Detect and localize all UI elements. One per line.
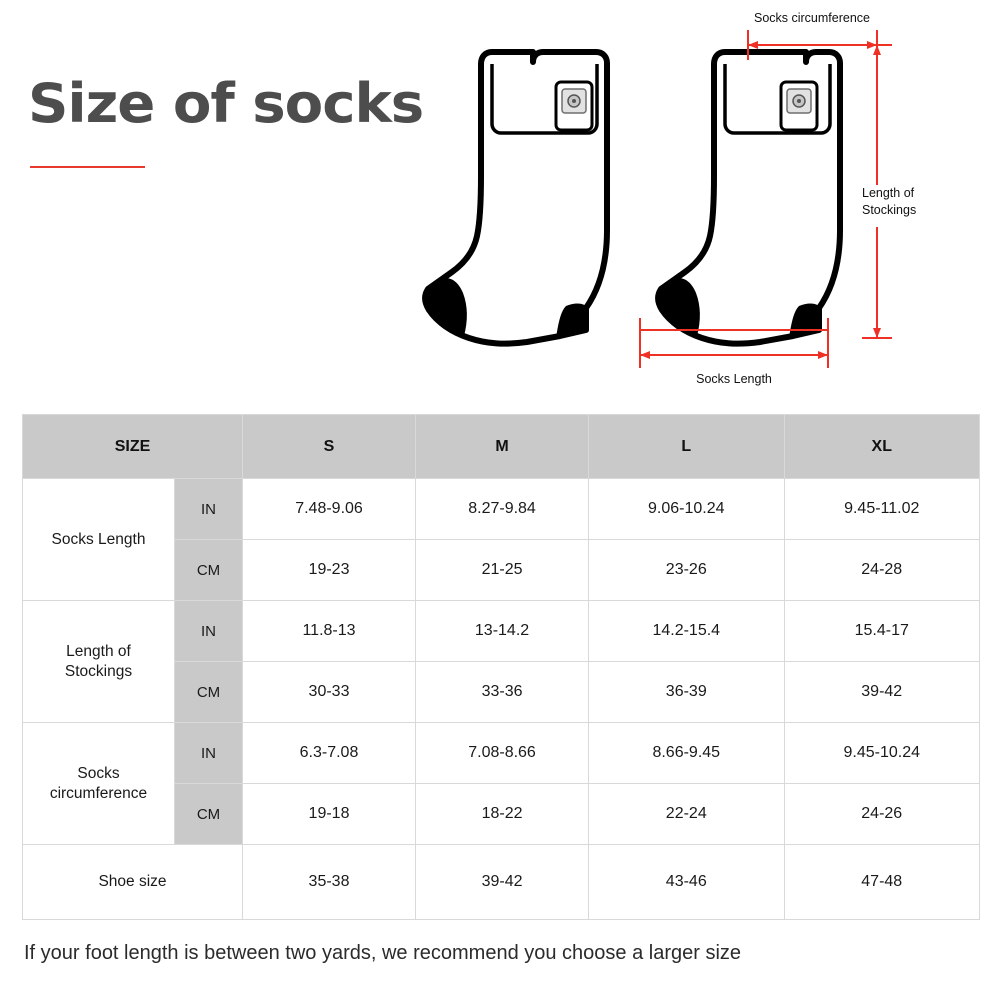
power-button-dot-icon — [797, 99, 801, 103]
unit-in: IN — [175, 723, 243, 784]
table-header-s: S — [243, 415, 416, 479]
table-header-xl: XL — [784, 415, 980, 479]
row-label-socks-circumference — [23, 723, 175, 845]
cell-circumference-in-m: 7.08-8.66 — [416, 723, 589, 784]
cell-shoe-size-xl: 47-48 — [784, 845, 980, 920]
cell-circumference-cm-xl: 24-26 — [784, 784, 980, 845]
page-title: Size of socks — [28, 72, 424, 135]
table-row — [23, 479, 980, 540]
cell-stockings-cm-l: 36-39 — [589, 662, 784, 723]
cell-socks-length-in-l: 9.06-10.24 — [589, 479, 784, 540]
cell-circumference-in-xl: 9.45-10.24 — [784, 723, 980, 784]
cell-socks-length-in-xl: 9.45-11.02 — [784, 479, 980, 540]
power-button-dot-icon — [572, 99, 576, 103]
table-row — [23, 845, 980, 920]
cell-socks-length-cm-xl: 24-28 — [784, 540, 980, 601]
socks-illustration — [0, 0, 1000, 410]
unit-cm: CM — [175, 540, 243, 601]
cell-circumference-in-l: 8.66-9.45 — [589, 723, 784, 784]
cell-shoe-size-l: 43-46 — [589, 845, 784, 920]
cell-circumference-cm-s: 19-18 — [243, 784, 416, 845]
dimension-length-of-stockings — [857, 45, 916, 338]
cell-stockings-cm-s: 30-33 — [243, 662, 416, 723]
sock-right — [658, 52, 840, 344]
cell-circumference-cm-m: 18-22 — [416, 784, 589, 845]
size-table — [22, 414, 980, 920]
cell-shoe-size-m: 39-42 — [416, 845, 589, 920]
table-header-size: SIZE — [23, 415, 243, 479]
cell-stockings-in-m: 13-14.2 — [416, 601, 589, 662]
row-label-line1: Length of — [66, 643, 131, 661]
unit-in: IN — [175, 601, 243, 662]
cell-stockings-in-xl: 15.4-17 — [784, 601, 980, 662]
sock-left — [425, 52, 607, 344]
row-label-socks-length: Socks Length — [23, 479, 175, 601]
label-length-of-stockings-line2: Stockings — [862, 203, 917, 217]
label-length-of-stockings-line1: Length of — [862, 186, 915, 200]
label-socks-length: Socks Length — [696, 372, 772, 386]
row-label-line1: Socks — [77, 765, 120, 783]
cell-stockings-in-s: 11.8-13 — [243, 601, 416, 662]
row-label-length-of-stockings — [23, 601, 175, 723]
cell-socks-length-in-s: 7.48-9.06 — [243, 479, 416, 540]
label-socks-circumference: Socks circumference — [753, 11, 871, 25]
cell-socks-length-cm-s: 19-23 — [243, 540, 416, 601]
cell-circumference-in-s: 6.3-7.08 — [243, 723, 416, 784]
row-label-line2: circumference — [49, 784, 148, 802]
table-header-l: L — [589, 415, 784, 479]
cell-stockings-in-l: 14.2-15.4 — [589, 601, 784, 662]
unit-in: IN — [175, 479, 243, 540]
cell-socks-length-cm-l: 23-26 — [589, 540, 784, 601]
cell-circumference-cm-l: 22-24 — [589, 784, 784, 845]
table-header-m: M — [416, 415, 589, 479]
unit-cm: CM — [175, 784, 243, 845]
cell-shoe-size-s: 35-38 — [243, 845, 416, 920]
row-label-line2: Stockings — [64, 662, 133, 680]
cell-stockings-cm-xl: 39-42 — [784, 662, 980, 723]
row-label-shoe-size: Shoe size — [23, 845, 243, 920]
unit-cm: CM — [175, 662, 243, 723]
table-header-row — [23, 415, 980, 479]
cell-stockings-cm-m: 33-36 — [416, 662, 589, 723]
cell-socks-length-cm-m: 21-25 — [416, 540, 589, 601]
cell-socks-length-in-m: 8.27-9.84 — [416, 479, 589, 540]
table-row — [23, 723, 980, 784]
footnote-text: If your foot length is between two yards, we recommend you choose a larger size — [24, 942, 742, 964]
table-row — [23, 601, 980, 662]
